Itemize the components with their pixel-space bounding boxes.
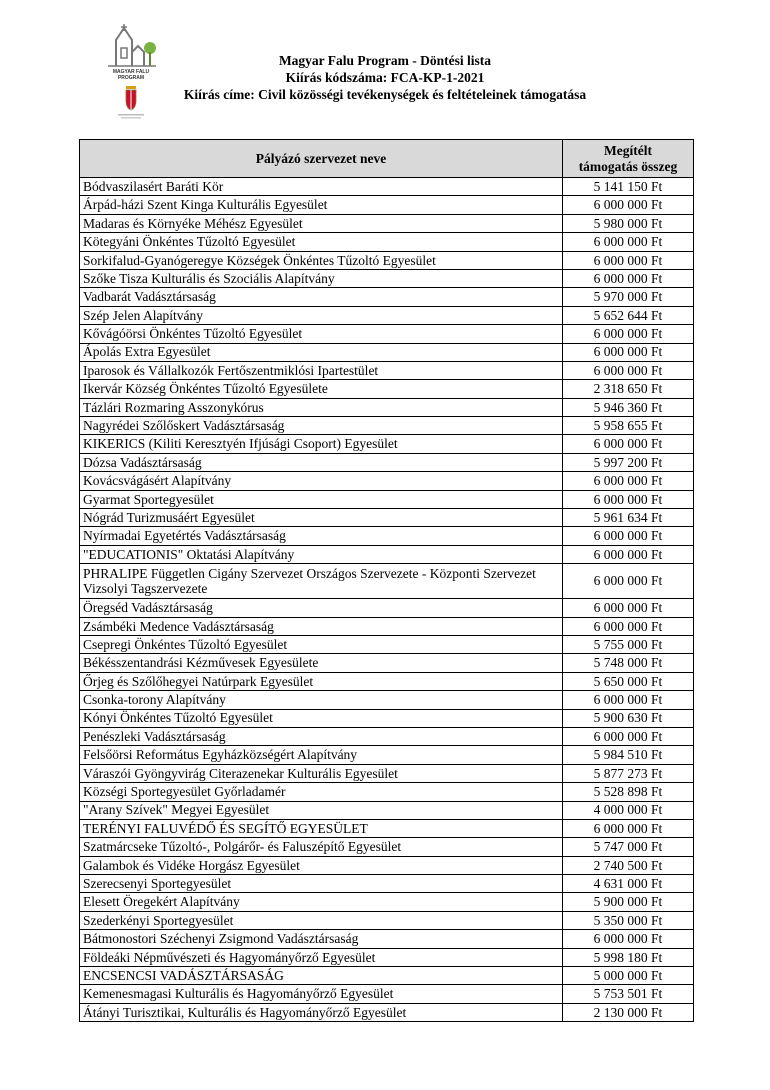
table-row	[80, 893, 694, 911]
organization-name: Szép Jelen Alapítvány	[80, 306, 563, 324]
organization-name: Kötegyáni Önkéntes Tűzoltó Egyesület	[80, 233, 563, 251]
table-row	[80, 251, 694, 269]
awarded-amount: 6 000 000 Ft	[563, 325, 694, 343]
table-row	[80, 654, 694, 672]
table-row	[80, 911, 694, 929]
awarded-amount: 6 000 000 Ft	[563, 819, 694, 837]
table-row	[80, 343, 694, 361]
awarded-amount: 6 000 000 Ft	[563, 472, 694, 490]
organization-name: Csepregi Önkéntes Tűzoltó Egyesület	[80, 635, 563, 653]
awarded-amount: 4 631 000 Ft	[563, 875, 694, 893]
awarded-amount: 5 984 510 Ft	[563, 746, 694, 764]
organization-name: Vadbarát Vadásztársaság	[80, 288, 563, 306]
table-row	[80, 380, 694, 398]
awarded-amount: 2 318 650 Ft	[563, 380, 694, 398]
awarded-amount: 5 970 000 Ft	[563, 288, 694, 306]
table-row	[80, 490, 694, 508]
organization-name: Gyarmat Sportegyesület	[80, 490, 563, 508]
organization-name: Penészleki Vadásztársaság	[80, 727, 563, 745]
column-header-organization: Pályázó szervezet neve	[80, 140, 563, 178]
awarded-amount: 5 650 000 Ft	[563, 672, 694, 690]
organization-name: Átányi Turisztikai, Kulturális és Hagyományőrző Egyesület	[80, 1003, 563, 1021]
table-row	[80, 196, 694, 214]
awarded-amount: 6 000 000 Ft	[563, 435, 694, 453]
decision-list-table	[79, 139, 694, 1022]
organization-name: Kővágóörsi Önkéntes Tűzoltó Egyesület	[80, 325, 563, 343]
table-row	[80, 233, 694, 251]
table-row	[80, 306, 694, 324]
awarded-amount: 5 528 898 Ft	[563, 783, 694, 801]
table-row	[80, 398, 694, 416]
organization-name: Szederkényi Sportegyesület	[80, 911, 563, 929]
logo-text-line2: PROGRAM	[117, 75, 145, 81]
table-row	[80, 527, 694, 545]
table-row	[80, 783, 694, 801]
awarded-amount: 4 000 000 Ft	[563, 801, 694, 819]
organization-name: Nógrád Turizmusáért Egyesület	[80, 509, 563, 527]
organization-name: Tázlári Rozmaring Asszonykórus	[80, 398, 563, 416]
table-row	[80, 930, 694, 948]
column-header-amount	[563, 140, 694, 178]
organization-name: Csonka-torony Alapítvány	[80, 691, 563, 709]
awarded-amount: 6 000 000 Ft	[563, 527, 694, 545]
awarded-amount: 5 877 273 Ft	[563, 764, 694, 782]
table-row	[80, 691, 694, 709]
table-row	[80, 417, 694, 435]
table-row	[80, 764, 694, 782]
awarded-amount: 5 946 360 Ft	[563, 398, 694, 416]
awarded-amount: 6 000 000 Ft	[563, 599, 694, 617]
table-row	[80, 819, 694, 837]
organization-name: Öregséd Vadásztársaság	[80, 599, 563, 617]
awarded-amount: 6 000 000 Ft	[563, 617, 694, 635]
awarded-amount: 6 000 000 Ft	[563, 196, 694, 214]
table-row	[80, 985, 694, 1003]
organization-name: Nyírmadai Egyetértés Vadásztársaság	[80, 527, 563, 545]
table-row	[80, 967, 694, 985]
organization-name: Földeáki Népművészeti és Hagyományőrző Egyesület	[80, 948, 563, 966]
organization-name: Nagyrédei Szőlőskert Vadásztársaság	[80, 417, 563, 435]
organization-name: Szatmárcseke Tűzoltó-, Polgárőr- és Faluszépítő Egyesület	[80, 838, 563, 856]
awarded-amount: 5 748 000 Ft	[563, 654, 694, 672]
organization-name: TERÉNYI FALUVÉDŐ ÉS SEGÍTŐ EGYESÜLET	[80, 819, 563, 837]
table-row	[80, 545, 694, 563]
organization-name: Kovácsvágásért Alapítvány	[80, 472, 563, 490]
table-row	[80, 178, 694, 196]
table-row	[80, 617, 694, 635]
organization-name: Szerecsenyi Sportegyesület	[80, 875, 563, 893]
table-row	[80, 453, 694, 471]
table-row	[80, 672, 694, 690]
document-title: Magyar Falu Program - Döntési lista	[278, 53, 492, 68]
awarded-amount: 6 000 000 Ft	[563, 343, 694, 361]
organization-name: Szőke Tisza Kulturális és Szociális Alapítvány	[80, 269, 563, 287]
table-row	[80, 856, 694, 874]
awarded-amount: 5 997 200 Ft	[563, 453, 694, 471]
column-header-amount-line1: Megítélt	[604, 143, 652, 158]
awarded-amount: 5 652 644 Ft	[563, 306, 694, 324]
awarded-amount: 5 747 000 Ft	[563, 838, 694, 856]
awarded-amount: 6 000 000 Ft	[563, 361, 694, 379]
awarded-amount: 6 000 000 Ft	[563, 564, 694, 599]
organization-name: Iparosok és Vállalkozók Fertőszentmiklósi Ipartestület	[80, 361, 563, 379]
table-row	[80, 325, 694, 343]
awarded-amount: 5 900 630 Ft	[563, 709, 694, 727]
table-row	[80, 361, 694, 379]
awarded-amount: 6 000 000 Ft	[563, 490, 694, 508]
table-row	[80, 948, 694, 966]
organization-name: Elesett Öregekért Alapítvány	[80, 893, 563, 911]
organization-name: Váraszói Gyöngyvirág Citerazenekar Kulturális Egyesület	[80, 764, 563, 782]
awarded-amount: 5 998 180 Ft	[563, 948, 694, 966]
awarded-amount: 5 980 000 Ft	[563, 214, 694, 232]
organization-name: Kemenesmagasi Kulturális és Hagyományőrző Egyesület	[80, 985, 563, 1003]
organization-name: "EDUCATIONIS" Oktatási Alapítvány	[80, 545, 563, 563]
table-row	[80, 509, 694, 527]
organization-name: Őrjeg és Szőlőhegyei Natúrpark Egyesület	[80, 672, 563, 690]
call-title: Kiírás címe: Civil közösségi tevékenységek és feltételeinek támogatása	[183, 87, 587, 102]
logo-text-line1: MAGYAR FALU	[112, 69, 150, 75]
table-row	[80, 599, 694, 617]
table-row	[80, 288, 694, 306]
organization-name: Dózsa Vadásztársaság	[80, 453, 563, 471]
organization-name: Felsőörsi Református Egyházközségért Alapítvány	[80, 746, 563, 764]
organization-name: KIKERICS (Kiliti Keresztyén Ifjúsági Csoport) Egyesület	[80, 435, 563, 453]
awarded-amount: 6 000 000 Ft	[563, 251, 694, 269]
awarded-amount: 6 000 000 Ft	[563, 233, 694, 251]
table-row	[80, 564, 694, 599]
document-header	[120, 52, 650, 103]
table-row	[80, 635, 694, 653]
organization-name: Sorkifalud-Gyanógeregye Községek Önkéntes Tűzoltó Egyesület	[80, 251, 563, 269]
awarded-amount: 6 000 000 Ft	[563, 269, 694, 287]
awarded-amount: 6 000 000 Ft	[563, 691, 694, 709]
organization-name: Községi Sportegyesület Győrladamér	[80, 783, 563, 801]
organization-name: Árpád-házi Szent Kinga Kulturális Egyesület	[80, 196, 563, 214]
awarded-amount: 2 740 500 Ft	[563, 856, 694, 874]
awarded-amount: 5 350 000 Ft	[563, 911, 694, 929]
table-body	[80, 178, 694, 1022]
organization-name: Békésszentandrási Kézművesek Egyesülete	[80, 654, 563, 672]
column-header-amount-line2: támogatás összeg	[578, 158, 678, 174]
table-row	[80, 472, 694, 490]
organization-name: Zsámbéki Medence Vadásztársaság	[80, 617, 563, 635]
awarded-amount: 6 000 000 Ft	[563, 545, 694, 563]
organization-name: Madaras és Környéke Méhész Egyesület	[80, 214, 563, 232]
organization-name: Bátmonostori Széchenyi Zsigmond Vadásztársaság	[80, 930, 563, 948]
table-row	[80, 875, 694, 893]
awarded-amount: 5 961 634 Ft	[563, 509, 694, 527]
organization-name: Galambok és Vidéke Horgász Egyesület	[80, 856, 563, 874]
table-row	[80, 1003, 694, 1021]
table-row	[80, 269, 694, 287]
table-row	[80, 801, 694, 819]
awarded-amount: 5 755 000 Ft	[563, 635, 694, 653]
table-row	[80, 435, 694, 453]
table-row	[80, 746, 694, 764]
organization-name: PHRALIPE Független Cigány Szervezet Országos Szervezete - Központi Szervezet Vizsolyi Tagszervezete	[80, 564, 563, 599]
organization-name: "Arany Szívek" Megyei Egyesület	[80, 801, 563, 819]
awarded-amount: 5 900 000 Ft	[563, 893, 694, 911]
table-row	[80, 709, 694, 727]
organization-name: Ápolás Extra Egyesület	[80, 343, 563, 361]
call-code: Kiírás kódszáma: FCA-KP-1-2021	[285, 70, 485, 85]
table-header-row	[80, 140, 694, 178]
organization-name: Ikervár Község Önkéntes Tűzoltó Egyesülete	[80, 380, 563, 398]
awarded-amount: 5 000 000 Ft	[563, 967, 694, 985]
awarded-amount: 5 753 501 Ft	[563, 985, 694, 1003]
awarded-amount: 5 141 150 Ft	[563, 178, 694, 196]
table-row	[80, 727, 694, 745]
awarded-amount: 6 000 000 Ft	[563, 930, 694, 948]
awarded-amount: 6 000 000 Ft	[563, 727, 694, 745]
table-row	[80, 838, 694, 856]
organization-name: Bódvaszilasért Baráti Kör	[80, 178, 563, 196]
organization-name: ENCSENCSI VADÁSZTÁRSASÁG	[80, 967, 563, 985]
awarded-amount: 5 958 655 Ft	[563, 417, 694, 435]
table-row	[80, 214, 694, 232]
awarded-amount: 2 130 000 Ft	[563, 1003, 694, 1021]
organization-name: Kónyi Önkéntes Tűzoltó Egyesület	[80, 709, 563, 727]
